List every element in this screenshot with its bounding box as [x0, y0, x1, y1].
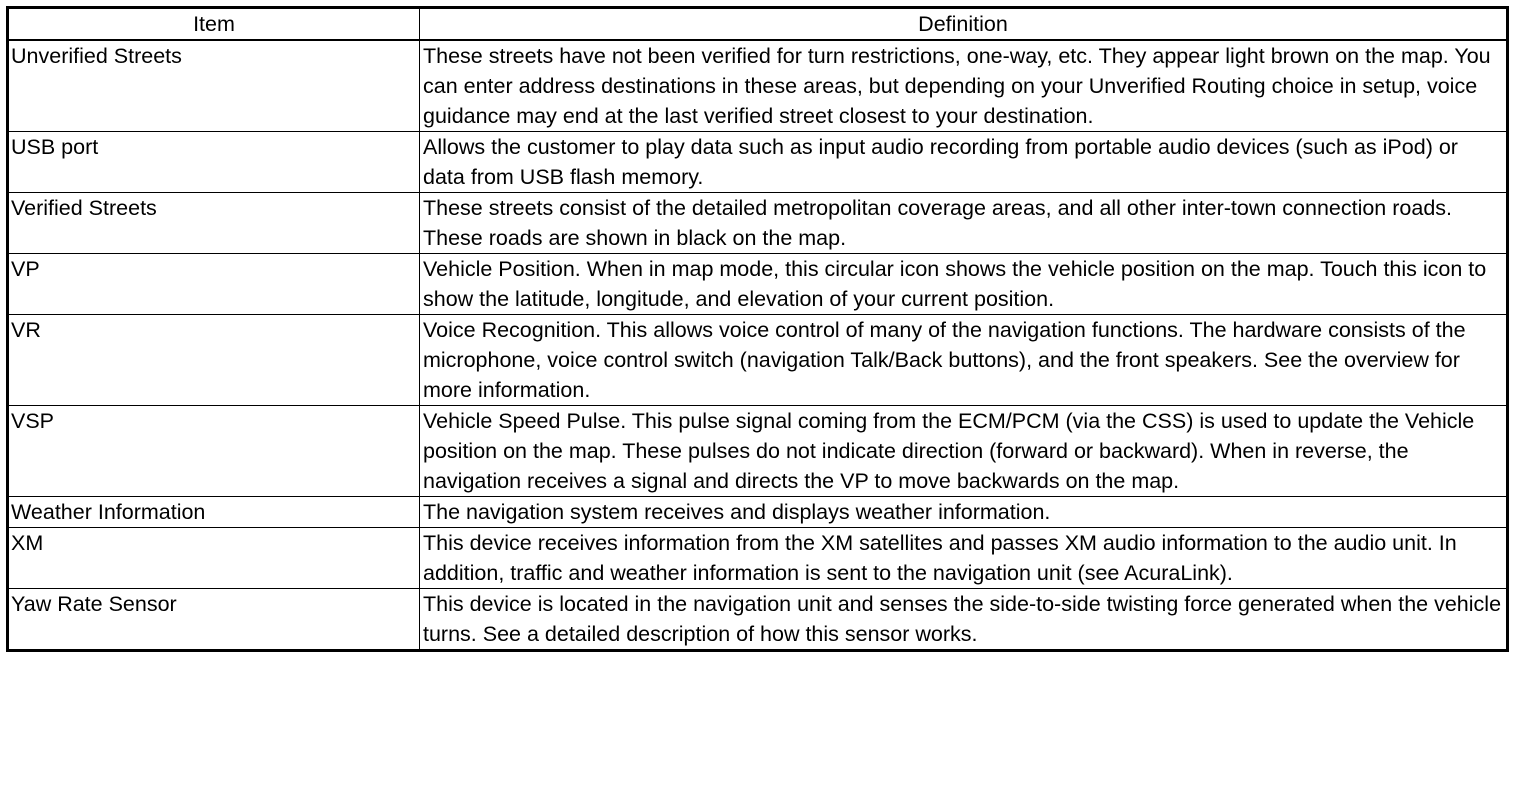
definition-column-header: Definition — [420, 8, 1508, 41]
item-cell: XM — [8, 528, 420, 589]
item-cell: Unverified Streets — [8, 40, 420, 132]
definition-cell: This device receives information from the XM satellites and passes XM audio information to the audio unit. In addition, traffic and weather information is sent to the navigation unit (see AcuraLink). — [420, 528, 1508, 589]
item-column-header: Item — [8, 8, 420, 41]
item-cell: Weather Information — [8, 497, 420, 528]
definition-cell: The navigation system receives and displays weather information. — [420, 497, 1508, 528]
table-row — [8, 406, 1508, 497]
definition-cell: These streets have not been verified for turn restrictions, one-way, etc. They appear light brown on the map. You can enter address destinations in these areas, but depending on your Unverified Routing choice in setup, voice guidance may end at the last verified street closest to your destination. — [420, 40, 1508, 132]
header-row — [8, 8, 1508, 41]
table-row — [8, 315, 1508, 406]
item-cell: Yaw Rate Sensor — [8, 589, 420, 651]
table-row — [8, 497, 1508, 528]
table-row — [8, 193, 1508, 254]
table-row — [8, 254, 1508, 315]
item-cell: VP — [8, 254, 420, 315]
definition-cell: Vehicle Position. When in map mode, this circular icon shows the vehicle position on the map. Touch this icon to show the latitude, longitude, and elevation of your current position. — [420, 254, 1508, 315]
definition-cell: Allows the customer to play data such as input audio recording from portable audio devices (such as iPod) or data from USB flash memory. — [420, 132, 1508, 193]
item-cell: USB port — [8, 132, 420, 193]
glossary-table — [6, 6, 1509, 652]
item-cell: Verified Streets — [8, 193, 420, 254]
definition-cell: These streets consist of the detailed metropolitan coverage areas, and all other inter-town connection roads. These roads are shown in black on the map. — [420, 193, 1508, 254]
definition-cell: Vehicle Speed Pulse. This pulse signal coming from the ECM/PCM (via the CSS) is used to update the Vehicle position on the map. These pulses do not indicate direction (forward or backward). When in reverse, the navigation receives a signal and directs the VP to move backwards on the map. — [420, 406, 1508, 497]
item-cell: VSP — [8, 406, 420, 497]
definition-cell: This device is located in the navigation unit and senses the side-to-side twisting force generated when the vehicle turns. See a detailed description of how this sensor works. — [420, 589, 1508, 651]
table-row — [8, 589, 1508, 651]
definition-cell: Voice Recognition. This allows voice control of many of the navigation functions. The hardware consists of the microphone, voice control switch (navigation Talk/Back buttons), and the front speakers. See the overview for more information. — [420, 315, 1508, 406]
table-row — [8, 132, 1508, 193]
item-cell: VR — [8, 315, 420, 406]
table-row — [8, 40, 1508, 132]
table-row — [8, 528, 1508, 589]
